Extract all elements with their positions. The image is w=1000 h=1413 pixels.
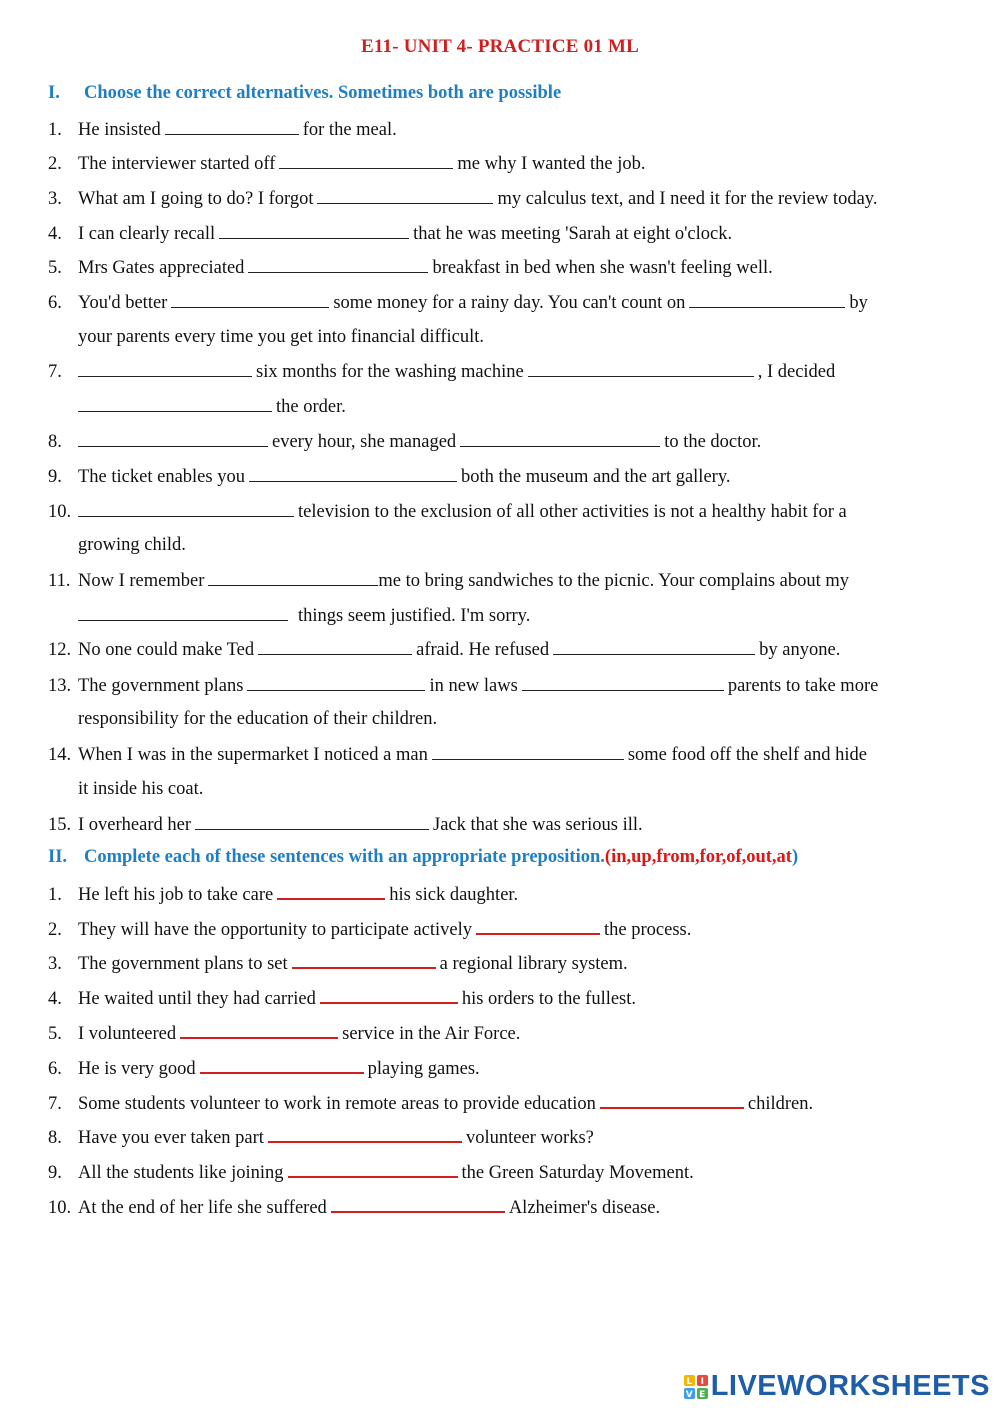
svg-text:E: E: [698, 1389, 706, 1400]
s1-question-14-cont: it inside his coat.: [78, 779, 204, 799]
answer-blank[interactable]: [78, 604, 288, 621]
worksheet-title: E11- UNIT 4- PRACTICE 01 ML: [361, 36, 639, 57]
answer-blank[interactable]: [78, 360, 252, 377]
s1-question-10: 10. television to the exclusion of all other activities is not a healthy habit for a: [48, 502, 847, 522]
s2-question-2: 2. They will have the opportunity to participate actively the process.: [48, 917, 691, 941]
section-1-heading: [48, 83, 561, 104]
answer-blank[interactable]: [268, 1125, 462, 1143]
s2-question-3: 3. The government plans to set a regional library system.: [48, 951, 628, 975]
section-2-heading-text: Complete each of these sentences with an appropriate preposition.: [84, 847, 605, 867]
answer-blank[interactable]: [171, 291, 329, 308]
s1-question-11-cont: things seem justified. I'm sorry.: [78, 604, 530, 627]
s1-question-4: 4. I can clearly recall that he was meeting 'Sarah at eight o'clock.: [48, 224, 733, 244]
s2-question-4: 4. He waited until they had carried his orders to the fullest.: [48, 986, 636, 1010]
answer-blank[interactable]: [78, 500, 294, 517]
s1-question-2: 2. The interviewer started off me why I wanted the job.: [48, 154, 646, 174]
section-2-heading: [48, 847, 798, 868]
answer-blank[interactable]: [219, 222, 409, 239]
s2-question-1: 1. He left his job to take care his sick daughter.: [48, 882, 518, 906]
answer-blank[interactable]: [200, 1056, 364, 1074]
s1-question-14: 14. When I was in the supermarket I noticed a man some food off the shelf and hide: [48, 745, 867, 765]
s2-question-10: 10. At the end of her life she suffered Alzheimer's disease.: [48, 1195, 660, 1219]
s1-question-8: 8. every hour, she managed to the doctor.: [48, 432, 762, 452]
answer-blank[interactable]: [247, 674, 425, 691]
s1-question-12: 12. No one could make Ted afraid. He refused by anyone.: [48, 640, 841, 660]
s1-question-7-cont: the order.: [78, 395, 346, 418]
answer-blank[interactable]: [432, 743, 624, 760]
section-1-heading-text: Choose the correct alternatives. Sometimes both are possible: [84, 83, 562, 103]
answer-blank[interactable]: [78, 395, 272, 412]
answer-blank[interactable]: [165, 118, 299, 135]
s1-question-5: 5. Mrs Gates appreciated breakfast in bed when she wasn't feeling well.: [48, 258, 773, 278]
answer-blank[interactable]: [331, 1195, 505, 1213]
answer-blank[interactable]: [317, 187, 493, 204]
s1-question-7: 7. six months for the washing machine , I decided: [48, 362, 836, 382]
answer-blank[interactable]: [553, 638, 755, 655]
svg-text:V: V: [685, 1389, 693, 1400]
answer-blank[interactable]: [180, 1021, 338, 1039]
liveworksheets-logo-icon: [683, 1374, 709, 1400]
answer-blank[interactable]: [600, 1091, 744, 1109]
s1-question-6: 6. You'd better some money for a rainy day. You can't count on by: [48, 293, 868, 313]
answer-blank[interactable]: [258, 638, 412, 655]
s2-question-8: 8. Have you ever taken part volunteer works?: [48, 1125, 594, 1149]
section-2-preposition-list: in,up,from,for,of,out,at: [611, 847, 792, 867]
answer-blank[interactable]: [522, 674, 724, 691]
s1-question-11: 11. Now I remember me to bring sandwiches to the picnic. Your complains about my: [48, 571, 850, 591]
answer-blank[interactable]: [528, 360, 754, 377]
answer-blank[interactable]: [476, 917, 600, 935]
answer-blank[interactable]: [195, 813, 429, 830]
section-2-number: II.: [48, 847, 68, 867]
answer-blank[interactable]: [208, 569, 378, 586]
s1-question-6-cont: your parents every time you get into financial difficult.: [78, 327, 485, 347]
liveworksheets-logo[interactable]: [683, 1370, 990, 1403]
answer-blank[interactable]: [249, 465, 457, 482]
answer-blank[interactable]: [279, 152, 453, 169]
answer-blank[interactable]: [78, 430, 268, 447]
svg-text:L: L: [686, 1376, 693, 1387]
section-2-paren-close: ): [791, 847, 799, 867]
answer-blank[interactable]: [292, 951, 436, 969]
liveworksheets-logo-text: LIVEWORKSHEETS: [710, 1370, 990, 1402]
answer-blank[interactable]: [320, 986, 458, 1004]
s1-question-13-cont: responsibility for the education of their children.: [78, 709, 438, 729]
s1-question-10-cont: growing child.: [78, 535, 186, 555]
answer-blank[interactable]: [288, 1160, 458, 1178]
s1-question-15: 15. I overheard her Jack that she was serious ill.: [48, 815, 643, 835]
answer-blank[interactable]: [277, 882, 385, 900]
s1-question-13: 13. The government plans in new laws parents to take more: [48, 676, 879, 696]
section-1-number: I.: [48, 83, 60, 103]
answer-blank[interactable]: [689, 291, 845, 308]
s1-question-3: 3. What am I going to do? I forgot my calculus text, and I need it for the review today.: [48, 189, 878, 209]
answer-blank[interactable]: [460, 430, 660, 447]
s2-question-7: 7. Some students volunteer to work in remote areas to provide education children.: [48, 1091, 813, 1115]
s2-question-5: 5. I volunteered service in the Air Force.: [48, 1021, 520, 1045]
svg-text:I: I: [700, 1376, 705, 1387]
s2-question-9: 9. All the students like joining the Green Saturday Movement.: [48, 1160, 694, 1184]
s1-question-9: 9. The ticket enables you both the museum and the art gallery.: [48, 467, 731, 487]
s1-question-1: 1. He insisted for the meal.: [48, 120, 397, 140]
section-2-paren-open: (: [604, 847, 612, 867]
s2-question-6: 6. He is very good playing games.: [48, 1056, 480, 1080]
answer-blank[interactable]: [248, 256, 428, 273]
